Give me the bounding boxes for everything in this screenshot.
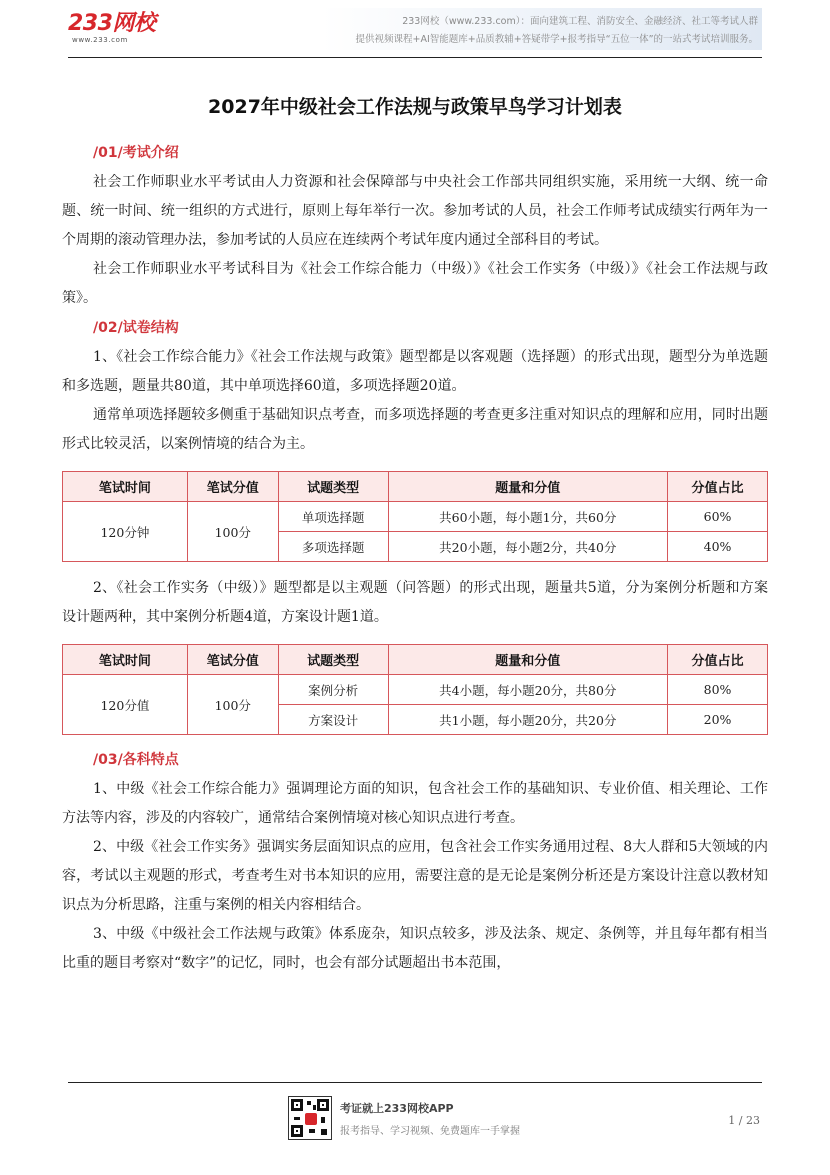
table-cell-type: 方案设计 bbox=[278, 705, 388, 735]
table-header-cell: 分值占比 bbox=[668, 472, 768, 502]
section-heading-paper-structure: /02/试卷结构 bbox=[93, 320, 179, 336]
table-header-cell: 笔试时间 bbox=[63, 645, 188, 675]
table-row bbox=[63, 502, 768, 532]
section-heading-exam-intro: /01/考试介绍 bbox=[93, 145, 179, 161]
qr-finder-mark bbox=[291, 1099, 303, 1111]
page-number: 1 / 23 bbox=[728, 1114, 760, 1127]
table-cell-detail: 共4小题，每小题20分，共80分 bbox=[388, 675, 668, 705]
table-cell-ratio: 60% bbox=[668, 502, 768, 532]
qr-center-logo bbox=[305, 1113, 317, 1125]
logo-text: 233网校 bbox=[68, 11, 156, 36]
footer-app-subtitle: 报考指导、学习视频、免费题库一手掌握 bbox=[340, 1126, 520, 1137]
table-cell-detail: 共20小题，每小题2分，共40分 bbox=[388, 532, 668, 562]
table-header-cell: 题量和分值 bbox=[388, 645, 668, 675]
page-title: 2027年中级社会工作法规与政策早鸟学习计划表 bbox=[208, 96, 622, 118]
qr-finder-mark bbox=[291, 1125, 303, 1137]
table-header-cell: 笔试时间 bbox=[63, 472, 188, 502]
paragraph: 3、中级《中级社会工作法规与政策》体系庞杂，知识点较多，涉及法条、规定、条例等，并且每年都有相当比重的题目考察对“数字”的记忆，同时，也会有部分试题超出书本范围， bbox=[62, 926, 768, 971]
footer-app-title[interactable]: 考证就上233网校APP bbox=[340, 1102, 454, 1115]
table-cell-type: 单项选择题 bbox=[278, 502, 388, 532]
table-cell-time: 120分钟 bbox=[63, 502, 188, 562]
table-row bbox=[63, 675, 768, 705]
document-body bbox=[62, 140, 768, 978]
qr-code-icon[interactable] bbox=[288, 1096, 332, 1140]
paragraph: 1、中级《社会工作综合能力》强调理论方面的知识，包含社会工作的基础知识、专业价值、相关理论、工作方法等内容，涉及的内容较广，通常结合案例情境对核心知识点进行考查。 bbox=[62, 781, 768, 826]
qr-module bbox=[309, 1129, 315, 1133]
table-cell-ratio: 40% bbox=[668, 532, 768, 562]
table-cell-ratio: 20% bbox=[668, 705, 768, 735]
table-cell-score: 100分 bbox=[187, 502, 278, 562]
table-cell-detail: 共1小题，每小题20分，共20分 bbox=[388, 705, 668, 735]
header-slogan-line2: 提供视频课程+AI智能题库+品质教辅+答疑带学+报考指导“五位一体”的一站式考试培训服务。 bbox=[355, 34, 758, 45]
header-divider bbox=[68, 57, 762, 58]
paragraph: 2、中级《社会工作实务》强调实务层面知识点的应用，包含社会工作实务通用过程、8大人群和5大领域的内容，考试以主观题的形式，考查考生对书本知识的应用，需要注意的是无论是案例分析还是方案设计注意以教材知识点为分析思路，注重与案例的相关内容相结合。 bbox=[62, 839, 768, 913]
paragraph: 2、《社会工作实务（中级）》题型都是以主观题（问答题）的形式出现，题量共5道，分为案例分析题和方案设计题两种，其中案例分析题4道，方案设计题1道。 bbox=[62, 580, 768, 625]
exam-structure-table-objective bbox=[62, 471, 768, 562]
logo-url: www.233.com bbox=[72, 36, 128, 44]
section-heading-subject-features: /03/各科特点 bbox=[93, 752, 179, 768]
table-cell-detail: 共60小题，每小题1分，共60分 bbox=[388, 502, 668, 532]
table-cell-time: 120分值 bbox=[63, 675, 188, 735]
qr-module bbox=[294, 1117, 300, 1120]
paragraph: 通常单项选择题较多侧重于基础知识点考查，而多项选择题的考查更多注重对知识点的理解和应用，同时出题形式比较灵活，以案例情境的结合为主。 bbox=[62, 407, 768, 452]
table-cell-type: 案例分析 bbox=[278, 675, 388, 705]
paragraph: 1、《社会工作综合能力》《社会工作法规与政策》题型都是以客观题（选择题）的形式出现，题型分为单选题和多选题，题量共80道，其中单项选择60道，多项选择题20道。 bbox=[62, 349, 768, 394]
qr-module bbox=[313, 1105, 316, 1110]
brand-logo[interactable] bbox=[68, 12, 155, 45]
table-header-cell: 题量和分值 bbox=[388, 472, 668, 502]
paragraph: 社会工作师职业水平考试科目为《社会工作综合能力（中级）》《社会工作实务（中级）》《社会工作法规与政策》。 bbox=[62, 261, 768, 306]
table-cell-score: 100分 bbox=[187, 675, 278, 735]
qr-module bbox=[307, 1101, 311, 1105]
table-header-cell: 笔试分值 bbox=[187, 645, 278, 675]
table-header-cell: 分值占比 bbox=[668, 645, 768, 675]
page-header bbox=[0, 0, 830, 60]
exam-structure-table-subjective bbox=[62, 644, 768, 735]
table-header-cell: 笔试分值 bbox=[187, 472, 278, 502]
paragraph: 社会工作师职业水平考试由人力资源和社会保障部与中央社会工作部共同组织实施，采用统一大纲、统一命题、统一时间、统一组织的方式进行，原则上每年举行一次。参加考试的人员，社会工作师考试成绩实行两年为一个周期的滚动管理办法，参加考试的人员应在连续两个考试年度内通过全部科目的考试。 bbox=[62, 174, 768, 248]
table-header-cell: 试题类型 bbox=[278, 645, 388, 675]
table-cell-ratio: 80% bbox=[668, 675, 768, 705]
table-header-cell: 试题类型 bbox=[278, 472, 388, 502]
header-slogan-line1: 233网校（www.233.com）：面向建筑工程、消防安全、金融经济、社工等考试人群 bbox=[402, 16, 758, 27]
qr-module bbox=[321, 1129, 327, 1135]
table-header-row bbox=[63, 472, 768, 502]
table-header-row bbox=[63, 645, 768, 675]
footer-divider bbox=[68, 1082, 762, 1083]
qr-finder-mark bbox=[317, 1099, 329, 1111]
header-slogan bbox=[318, 13, 758, 49]
table-cell-type: 多项选择题 bbox=[278, 532, 388, 562]
qr-module bbox=[321, 1117, 325, 1123]
